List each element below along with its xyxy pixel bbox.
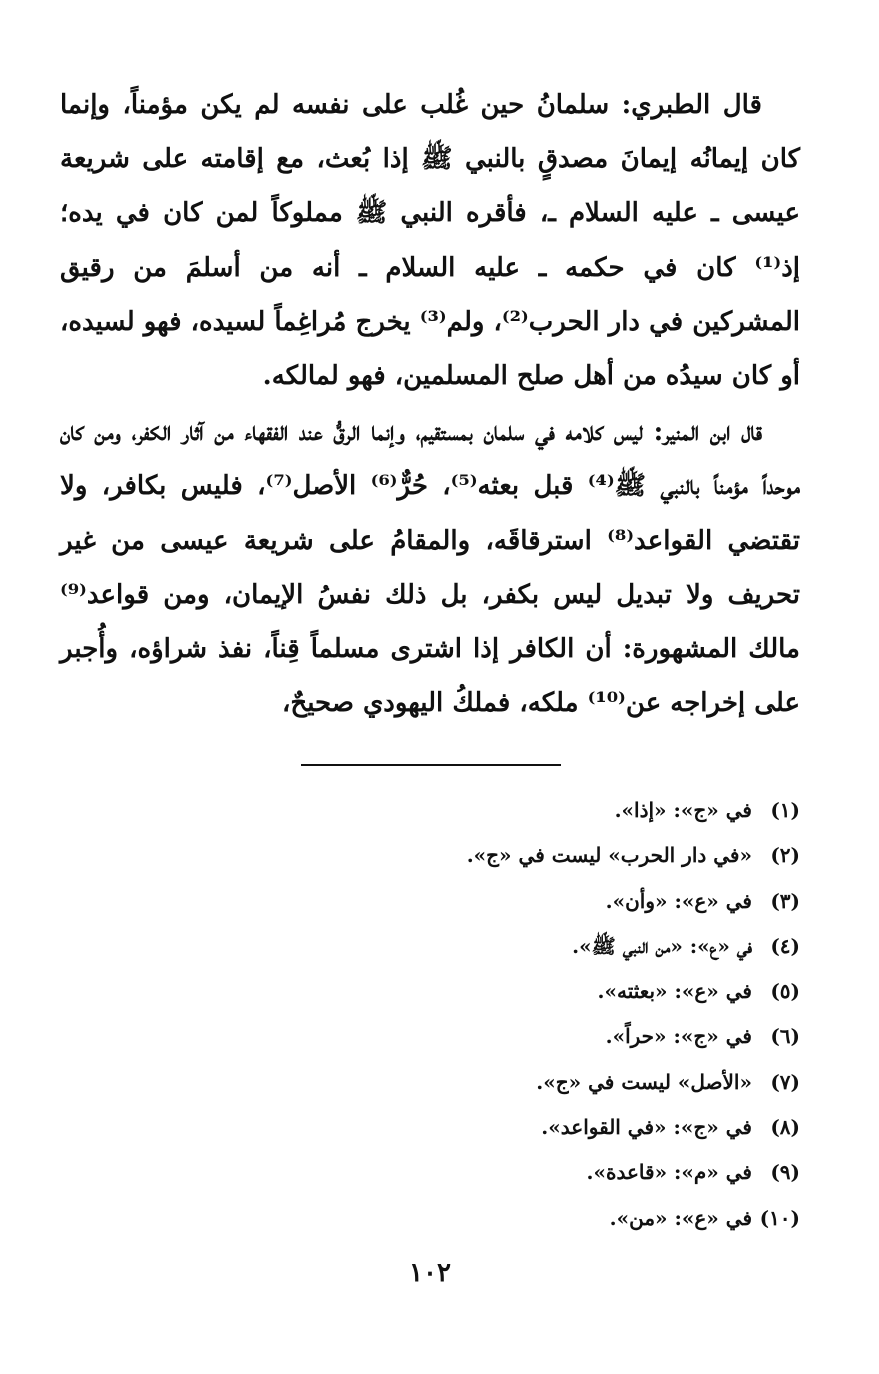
book-page <box>60 78 820 1368</box>
page-number: ١٠٢ <box>409 1258 451 1288</box>
paragraph-2: قال ابن المنير: ليس كلامه في سلمان بمستقيم، وإنما الرقُّ عند الفقهاء من آثار الكفر، ومن كان موحداً مؤمناً بالنبي ﷺ⁽⁴⁾ قبل بعثه⁽⁵⁾، حُرٌّ⁽⁶⁾ الأصل⁽⁷⁾، فليس بكافر، ولا تقتضي القواعد⁽⁸⁾ استرقاقَه، والمقامُ على شريعة عيسى من غير تحريف ولا تبديل ليس بكفر، بل ذلك نفسُ الإيمان، ومن قواعد⁽⁹⁾ مالك المشهورة: أن الكافر إذا اشترى مسلماً قِناً، نفذ شراؤه، وأُجبر على إخراجه عن⁽¹⁰⁾ ملكه، فملكُ اليهودي صحيحٌ، <box>60 417 801 719</box>
footnote-item <box>60 1014 800 1059</box>
footnote-number: (٥) <box>770 979 800 1004</box>
footnote-text: في «ع»: «بعثته». <box>597 979 752 1004</box>
footnote-number: (٤) <box>770 933 800 958</box>
footnote-text: «في دار الحرب» ليست في «ج». <box>466 843 752 868</box>
footnote-text: في «ج»: «في القواعد». <box>541 1115 752 1140</box>
footnote-number: (٣) <box>770 888 800 913</box>
main-text <box>60 78 800 730</box>
footnote-number: (١٠) <box>759 1205 800 1230</box>
footnote-text: في «ج»: «حراً». <box>605 1024 752 1049</box>
footnotes-list <box>60 788 800 1241</box>
footnote-item <box>60 1196 800 1241</box>
footnote-text: في «ع»: «من النبي ﷺ». <box>572 933 752 958</box>
footnote-number: (٢) <box>770 843 800 868</box>
footnote-text: في «م»: «قاعدة». <box>586 1160 752 1185</box>
footnote-text: «الأصل» ليست في «ج». <box>536 1069 752 1094</box>
footnote-item <box>60 788 800 833</box>
footnote-text: في «ع»: «من». <box>609 1205 752 1230</box>
footnote-number: (٦) <box>770 1024 800 1049</box>
footnote-item <box>60 833 800 878</box>
footnote-separator <box>301 764 561 766</box>
footnote-number: (٨) <box>770 1115 800 1140</box>
footnote-number: (١) <box>770 798 800 822</box>
footnote-item <box>60 969 800 1014</box>
footnote-text: في «ع»: «وأن». <box>605 888 752 913</box>
footnote-item <box>60 1150 800 1195</box>
paragraph-1: قال الطبري: سلمانُ حين غُلب على نفسه لم يكن مؤمناً، وإنما كان إيمانُه إيمانَ مصدقٍ بالنبي ﷺ إذا بُعث، مع إقامته على شريعة عيسى ـ عليه السلام ـ، فأقره النبي ﷺ مملوكاً لمن كان في يده؛ إذ⁽¹⁾ كان في حكمه ـ عليه السلام ـ أنه من أسلمَ من رقيق المشركين في دار الحرب⁽²⁾، ولم⁽³⁾ يخرج مُراغِماً لسيده، فهو لسيده، أو كان سيدُه من أهل صلح المسلمين، فهو لمالكه. <box>60 90 801 392</box>
footnote-item <box>60 879 800 924</box>
footnote-text: في «ج»: «إذا». <box>614 798 752 822</box>
footnote-number: (٧) <box>770 1069 800 1094</box>
footnote-number: (٩) <box>770 1160 800 1185</box>
footnote-item <box>60 1105 800 1150</box>
footnote-item <box>60 924 800 969</box>
footnote-item <box>60 1060 800 1105</box>
